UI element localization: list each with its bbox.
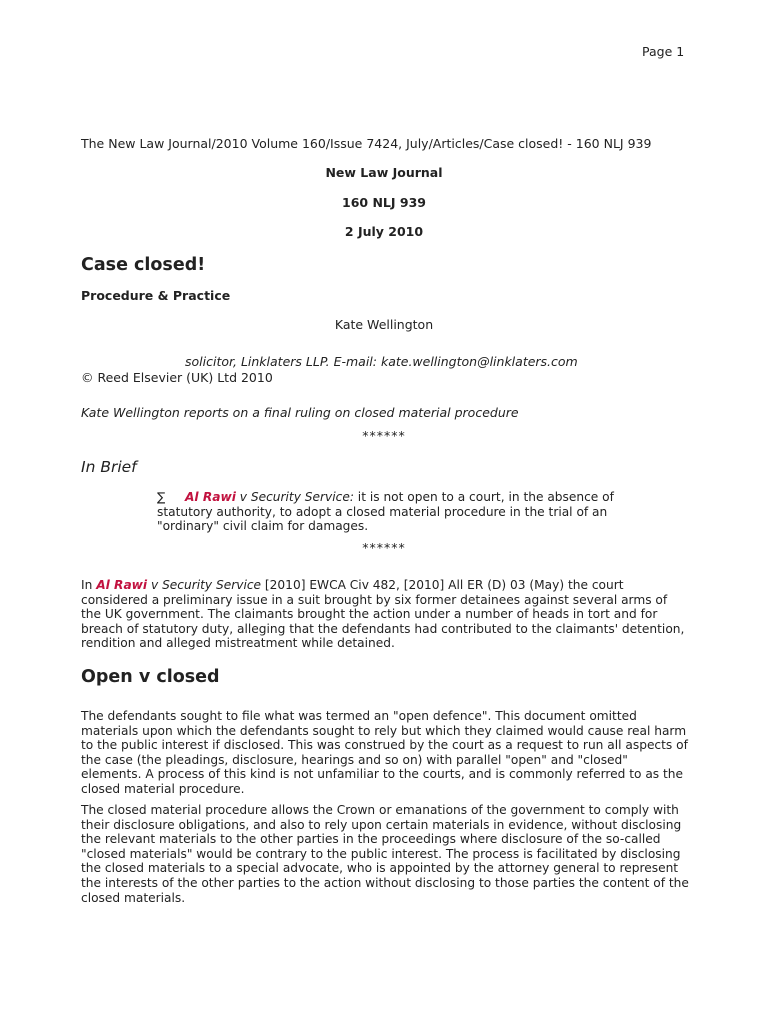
article-section: Procedure & Practice bbox=[81, 288, 231, 303]
paragraph-open-defence: The defendants sought to file what was termed an "open defence". This document omitted materials upon which the defendants sought to rely but which they claimed would cause real harm to the public interest if disclosed. This was construed by the court as a request to run all aspects of the case (the pleadings, disclosure, hearings and so on) with parallel "open" and "closed" elements. A process of this kind is not unfamiliar to the courts, and is commonly referred to as the closed material procedure. bbox=[81, 709, 688, 796]
standfirst: Kate Wellington reports on a final ruling on closed material procedure bbox=[81, 405, 519, 420]
publication-date: 2 July 2010 bbox=[344, 224, 424, 239]
in-brief-heading: In Brief bbox=[81, 458, 137, 476]
intro-paragraph bbox=[81, 578, 689, 651]
in-brief-item bbox=[157, 490, 637, 534]
journal-name: New Law Journal bbox=[325, 165, 443, 180]
bullet-symbol: ∑ bbox=[157, 490, 166, 504]
separator-bottom: ****** bbox=[362, 540, 406, 555]
in-brief-text: it is not open to a court, in the absence of statutory authority, to adopt a closed material procedure in the trial of an "ordinary" civil claim for damages. bbox=[157, 490, 614, 534]
intro-text: [2010] EWCA Civ 482, [2010] All ER (D) 03 (May) the court considered a preliminary issue in a suit brought by six former detainees against several arms of the UK government. The claimants brought the action under a number of heads in tort and for breach of statutory duty, alleging that the defendants had contributed to the claimants' detention, rendition and alleged mistreatment while detained. bbox=[81, 578, 685, 651]
copyright-notice: © Reed Elsevier (UK) Ltd 2010 bbox=[81, 370, 273, 385]
intro-pre: In bbox=[81, 578, 97, 592]
author-info: solicitor, Linklaters LLP. E-mail: kate.wellington@linklaters.com bbox=[185, 354, 578, 369]
paragraph-closed-procedure: The closed material procedure allows the Crown or emanations of the government to comply with their disclosure obligations, and also to rely upon certain materials in evidence, without disclosing the relevant materials to the other parties in the proceedings where disclosure of the so-called "closed materials" would be contrary to the public interest. The process is facilitated by disclosing the closed materials to a special advocate, who is appointed by the attorney general to represent the interests of the other parties to the action without disclosing to those parties the content of the closed materials. bbox=[81, 803, 689, 905]
separator-top: ****** bbox=[362, 428, 406, 443]
citation-line: The New Law Journal/2010 Volume 160/Issue 7424, July/Articles/Case closed! - 160 NLJ 939 bbox=[81, 136, 652, 151]
intro-case-rest: v Security Service bbox=[147, 578, 262, 592]
journal-reference: 160 NLJ 939 bbox=[342, 195, 426, 210]
author-name: Kate Wellington bbox=[334, 317, 434, 332]
case-name-link[interactable]: Al Rawi bbox=[185, 490, 236, 504]
open-v-closed-heading: Open v closed bbox=[81, 667, 220, 687]
page-number: Page 1 bbox=[642, 44, 685, 59]
article-title: Case closed! bbox=[81, 255, 206, 275]
intro-case-name-link[interactable]: Al Rawi bbox=[96, 578, 148, 592]
case-name-rest: v Security Service: bbox=[235, 490, 354, 504]
